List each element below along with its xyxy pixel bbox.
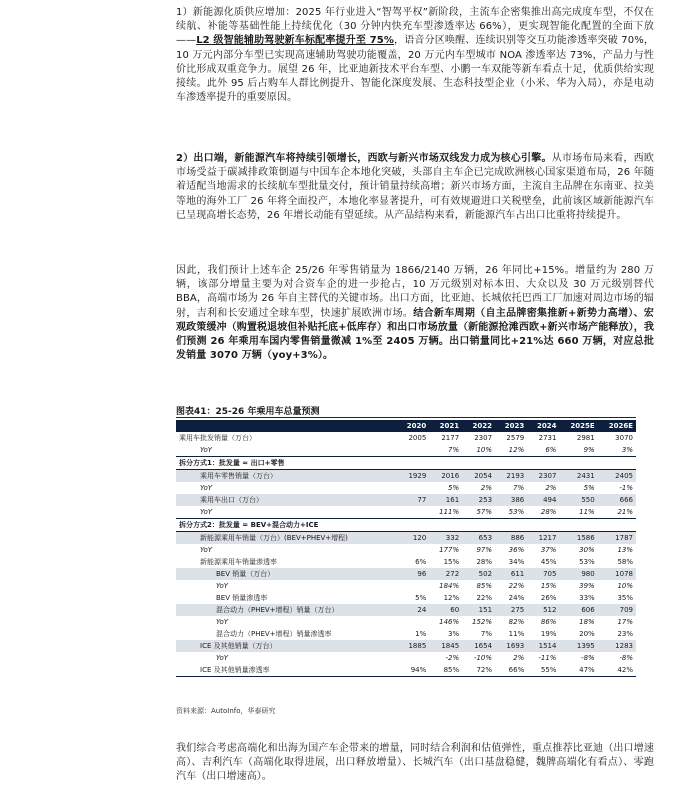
header-year-cell: 2024 bbox=[527, 420, 559, 432]
table-row bbox=[176, 568, 636, 580]
row-label: YoY bbox=[216, 618, 229, 626]
row-value: 12% bbox=[443, 594, 460, 602]
table-header-row bbox=[176, 420, 636, 432]
row-value: 1078 bbox=[598, 568, 636, 580]
table-row bbox=[176, 470, 636, 483]
row-value: 94% bbox=[397, 664, 429, 677]
table-row bbox=[176, 544, 636, 556]
row-value: 28% bbox=[476, 558, 493, 566]
row-value: 5% bbox=[448, 484, 460, 492]
row-value: 35% bbox=[617, 594, 633, 602]
row-value: 2307 bbox=[474, 434, 493, 442]
row-value: 22% bbox=[508, 582, 525, 590]
row-value: 6% bbox=[415, 558, 427, 566]
row-value: 2579 bbox=[506, 434, 525, 442]
row-value: 39% bbox=[579, 582, 595, 590]
row-value: -2% bbox=[445, 654, 460, 662]
row-value: 1929 bbox=[397, 470, 429, 483]
p2-lead: 2）出口端，新能源汽车将持续引领增长，西欧与新兴市场双线发力成为核心引擎。 bbox=[176, 153, 552, 164]
table-row bbox=[176, 616, 636, 628]
header-year-cell: 2026E bbox=[598, 420, 636, 432]
row-value bbox=[429, 457, 462, 470]
row-label: YoY bbox=[200, 446, 213, 454]
row-value: 7% bbox=[480, 630, 493, 638]
row-label: YoY bbox=[200, 484, 213, 492]
row-value: 1586 bbox=[559, 532, 597, 545]
row-label: YoY bbox=[200, 508, 213, 516]
header-year-cell: 2023 bbox=[495, 420, 527, 432]
row-value: 5% bbox=[415, 594, 427, 602]
source-note: 资料来源：AutoInfo，华泰研究 bbox=[176, 707, 276, 715]
table-title: 图表41：25-26 年乘用车总量预测 bbox=[176, 407, 320, 417]
table-row bbox=[176, 494, 636, 506]
row-value: 3% bbox=[621, 446, 633, 454]
row-label: BEV 销量渗透率 bbox=[216, 594, 268, 602]
row-value: 18% bbox=[579, 618, 595, 626]
row-value: 275 bbox=[495, 604, 527, 616]
p1-text-a: 1）新能源化质供应增加：2025 年行业进入“智驾平权”新阶段，主流车企密集推出高完成度车型，不仅在续航、补能等基础性能上持续优化（30 分钟内快充车型渗透率达 66%），更实现智能化配置的全面下放—— bbox=[176, 7, 654, 47]
row-value: 37% bbox=[540, 546, 557, 554]
row-value: 886 bbox=[495, 532, 527, 545]
header-label-cell bbox=[176, 420, 397, 432]
row-value: 82% bbox=[508, 618, 525, 626]
p3-body: 因此，我们预计上述车企 25/26 年零售销量为 1866/2140 万辆，26 年同比+15%。增量约为 280 万辆，该部分增量主要为对合资车企的进一步抢占，10 万元级别对标本田、大众以及 30 万元级别替代 BBA，高端市场为 26 年自主替代的关键市场。出口方面，比亚迪、长城依托巴西工厂加速对周边市场的辐射，吉利和长安通过全球车型，快速扩展欧洲市场。 bbox=[176, 265, 654, 319]
row-value bbox=[397, 457, 429, 470]
row-value: 2193 bbox=[495, 470, 527, 483]
table-row bbox=[176, 604, 636, 616]
row-value: 47% bbox=[559, 664, 597, 677]
table-row bbox=[176, 482, 636, 494]
row-value: 85% bbox=[476, 582, 493, 590]
table-row bbox=[176, 506, 636, 519]
row-value: 184% bbox=[439, 582, 460, 590]
row-value: 1395 bbox=[559, 640, 597, 652]
row-value: 152% bbox=[472, 618, 493, 626]
row-value: 2431 bbox=[559, 470, 597, 483]
paragraph-forecast bbox=[176, 264, 654, 363]
row-value: 72% bbox=[462, 664, 495, 677]
row-label: YoY bbox=[216, 654, 229, 662]
header-year-cell: 2025E bbox=[559, 420, 597, 432]
row-value: 85% bbox=[429, 664, 462, 677]
row-label: 乘用车批发销量（万台） bbox=[179, 434, 256, 442]
row-label: YoY bbox=[200, 546, 213, 554]
row-value bbox=[397, 506, 429, 519]
row-value: 45% bbox=[540, 558, 557, 566]
row-value: 2005 bbox=[408, 434, 427, 442]
row-label: 乘用车零售销量（万台） bbox=[176, 470, 397, 483]
p3-bold: 结合新车周期（自主品牌密集推新+新势力高增）、宏观政策缓冲（购置税退坡但补贴托底+低库存）和出口市场放量（新能源抢滩西欧+新兴市场产能释放），我们预测 26 年乘用车国内零售销量微减 1%至 2405 万辆。出口销量同比+21%达 660 万辆，对应总批发销量 3070 万辆（yoy+3%）。 bbox=[176, 307, 654, 362]
row-value: 980 bbox=[559, 568, 597, 580]
row-value: 3% bbox=[448, 630, 460, 638]
row-value: 58% bbox=[617, 558, 633, 566]
row-value: 17% bbox=[617, 618, 633, 626]
row-value bbox=[495, 457, 527, 470]
row-label: BEV 销量（万台） bbox=[176, 568, 397, 580]
row-value: 96 bbox=[397, 568, 429, 580]
row-value: 34% bbox=[508, 558, 525, 566]
row-value: 57% bbox=[476, 508, 493, 516]
row-label: 乘用车出口（万台） bbox=[176, 494, 397, 506]
row-value: 24 bbox=[397, 604, 429, 616]
row-value: 177% bbox=[439, 546, 460, 554]
row-value: 502 bbox=[462, 568, 495, 580]
row-value bbox=[598, 457, 636, 470]
p2-body: 从市场布局来看，西欧市场受益于碳减排政策倒逼与中国车企本地化突破，头部自主车企已完成欧洲核心国家渠道布局，26 年随着适配当地需求的长续航车型批量交付，预计销量持续高增；新兴市场方面，主流自主品牌在东南亚、拉美等地的海外工厂 26 年将全面投产，本地化率显著提升，可有效规避进口关税壁垒，此前该区域新能源汽车已呈现高增长态势，26 年增长动能有望延续。从产品结构来看，新能源汽车占出口比重将持续提升。 bbox=[176, 153, 654, 221]
row-value: 1654 bbox=[462, 640, 495, 652]
row-value: 7% bbox=[513, 484, 525, 492]
row-label: 混合动力（PHEV+增程）销量渗透率 bbox=[216, 630, 332, 638]
header-year-cell: 2020 bbox=[397, 420, 429, 432]
row-value: -10% bbox=[473, 654, 493, 662]
row-value: 2731 bbox=[538, 434, 557, 442]
row-value bbox=[527, 457, 559, 470]
table-row bbox=[176, 640, 636, 652]
row-value bbox=[397, 544, 429, 556]
row-value: 6% bbox=[545, 446, 557, 454]
row-value: 26% bbox=[540, 594, 557, 602]
row-value: 53% bbox=[508, 508, 525, 516]
row-value: 53% bbox=[579, 558, 595, 566]
row-value: 24% bbox=[508, 594, 525, 602]
row-value: 19% bbox=[540, 630, 557, 638]
row-value: 120 bbox=[397, 532, 429, 545]
row-value: 146% bbox=[439, 618, 460, 626]
table-row bbox=[176, 532, 636, 545]
row-value: -8% bbox=[619, 654, 633, 662]
row-value: 1217 bbox=[527, 532, 559, 545]
row-value bbox=[559, 457, 597, 470]
table-row bbox=[176, 580, 636, 592]
table-row bbox=[176, 432, 636, 444]
p1-text-c: ，语音分区唤醒、连续识别等交互功能渗透率突破 70%，10 万元内部分车型已实现高速辅助驾驶功能覆盖，20 万元内车型城市 NOA 渗透率达 73%，产品力与性价比形成双重竞争力。展望 26 年，比亚迪新技术平台车型、小鹏一车双能等新车看点十足，优质供给实现接续。此外 95 后占购车人群比例提升、智能化深度发展、生态科技型企业（小米、华为入局），亦是电动车渗透率提升的重要原因。 bbox=[176, 35, 654, 104]
row-value: 666 bbox=[598, 494, 636, 506]
row-value bbox=[598, 519, 636, 532]
title-divider bbox=[176, 417, 636, 418]
row-value: 550 bbox=[559, 494, 597, 506]
row-value: 161 bbox=[429, 494, 462, 506]
row-value: 2% bbox=[480, 484, 493, 492]
header-year-cell: 2022 bbox=[462, 420, 495, 432]
row-value: 20% bbox=[579, 630, 595, 638]
row-value: 15% bbox=[443, 558, 460, 566]
row-value: 1283 bbox=[598, 640, 636, 652]
row-value bbox=[397, 482, 429, 494]
paragraph-new-energy-supply bbox=[176, 6, 654, 105]
row-value: 11% bbox=[508, 630, 525, 638]
row-value: 11% bbox=[579, 508, 595, 516]
row-value: 2307 bbox=[527, 470, 559, 483]
row-value: 611 bbox=[495, 568, 527, 580]
row-value: 66% bbox=[495, 664, 527, 677]
row-value: 15% bbox=[540, 582, 557, 590]
row-value: 653 bbox=[462, 532, 495, 545]
row-value: 253 bbox=[462, 494, 495, 506]
row-value: 12% bbox=[508, 446, 525, 454]
row-value: 55% bbox=[527, 664, 559, 677]
table-row bbox=[176, 444, 636, 457]
row-value: 86% bbox=[540, 618, 557, 626]
row-value: 33% bbox=[579, 594, 595, 602]
row-value: 13% bbox=[617, 546, 633, 554]
row-value: 30% bbox=[579, 546, 595, 554]
row-value: 386 bbox=[495, 494, 527, 506]
row-label: 新能源乘用车销量渗透率 bbox=[200, 558, 277, 566]
row-value: 272 bbox=[429, 568, 462, 580]
table-section-row bbox=[176, 519, 636, 532]
row-value: 5% bbox=[583, 484, 595, 492]
row-value: 77 bbox=[397, 494, 429, 506]
row-value: 1885 bbox=[397, 640, 429, 652]
header-year-cell: 2021 bbox=[429, 420, 462, 432]
row-label: 拆分方式1：批发量 ≈ 出口+零售 bbox=[176, 457, 397, 470]
row-value bbox=[462, 457, 495, 470]
row-value: -11% bbox=[538, 654, 557, 662]
row-value: 111% bbox=[439, 508, 460, 516]
row-value: 21% bbox=[617, 508, 633, 516]
row-value: 332 bbox=[429, 532, 462, 545]
table-row bbox=[176, 664, 636, 677]
row-label: ICE 及其他销量（万台） bbox=[176, 640, 397, 652]
row-value: 2% bbox=[513, 654, 525, 662]
table-row bbox=[176, 592, 636, 604]
table-row bbox=[176, 652, 636, 664]
row-label: 混合动力（PHEV+增程）销量（万台） bbox=[176, 604, 397, 616]
row-value: 36% bbox=[508, 546, 525, 554]
row-value: 2177 bbox=[441, 434, 460, 442]
row-value bbox=[397, 652, 429, 664]
row-value: 42% bbox=[598, 664, 636, 677]
row-value: 1787 bbox=[598, 532, 636, 545]
forecast-table bbox=[176, 420, 636, 677]
row-value: 23% bbox=[617, 630, 633, 638]
row-value bbox=[559, 519, 597, 532]
row-value bbox=[495, 519, 527, 532]
row-value: 709 bbox=[598, 604, 636, 616]
row-value: 60 bbox=[429, 604, 462, 616]
row-value: 9% bbox=[583, 446, 595, 454]
row-value: 512 bbox=[527, 604, 559, 616]
row-label: ICE 及其他销量渗透率 bbox=[176, 664, 397, 677]
row-value: 2405 bbox=[598, 470, 636, 483]
row-value: 2016 bbox=[429, 470, 462, 483]
row-value: 1845 bbox=[429, 640, 462, 652]
row-value bbox=[397, 580, 429, 592]
row-value bbox=[527, 519, 559, 532]
row-value: 2054 bbox=[462, 470, 495, 483]
row-value: 10% bbox=[476, 446, 493, 454]
row-label: 新能源乘用车销量（万台）(BEV+PHEV+增程) bbox=[176, 532, 397, 545]
row-value: 1693 bbox=[495, 640, 527, 652]
row-value: 1% bbox=[415, 630, 427, 638]
row-value: 2% bbox=[545, 484, 557, 492]
table-row bbox=[176, 628, 636, 640]
row-value: 7% bbox=[448, 446, 460, 454]
table-row bbox=[176, 556, 636, 568]
row-value: -1% bbox=[619, 484, 633, 492]
row-value: 705 bbox=[527, 568, 559, 580]
row-value: 28% bbox=[540, 508, 557, 516]
row-value bbox=[462, 519, 495, 532]
row-value: 3070 bbox=[615, 434, 633, 442]
row-value bbox=[397, 616, 429, 628]
row-value: 1514 bbox=[527, 640, 559, 652]
row-value bbox=[429, 519, 462, 532]
row-value: -8% bbox=[581, 654, 595, 662]
row-value bbox=[397, 444, 429, 457]
paragraph-export bbox=[176, 152, 654, 223]
row-value: 97% bbox=[476, 546, 493, 554]
row-label: 拆分方式2：批发量 = BEV+混合动力+ICE bbox=[176, 519, 397, 532]
row-value: 606 bbox=[559, 604, 597, 616]
row-label: YoY bbox=[216, 582, 229, 590]
table-section-row bbox=[176, 457, 636, 470]
p1-highlight: L2 级智能辅助驾驶新车标配率提升至 75% bbox=[196, 35, 394, 47]
row-value: 10% bbox=[617, 582, 633, 590]
paragraph-recommendation: 我们综合考虑高端化和出海为国产车企带来的增量，同时结合利润和估值弹性，重点推荐比亚迪（出口增速高）、吉利汽车（高端化取得进展，出口释放增量）、长城汽车（出口基盘稳健，魏牌高端化有看点）、零跑汽车（出口增速高）。 bbox=[176, 743, 654, 783]
row-value bbox=[397, 519, 429, 532]
row-value: 151 bbox=[462, 604, 495, 616]
row-value: 22% bbox=[476, 594, 493, 602]
row-value: 2981 bbox=[576, 434, 595, 442]
row-value: 494 bbox=[527, 494, 559, 506]
